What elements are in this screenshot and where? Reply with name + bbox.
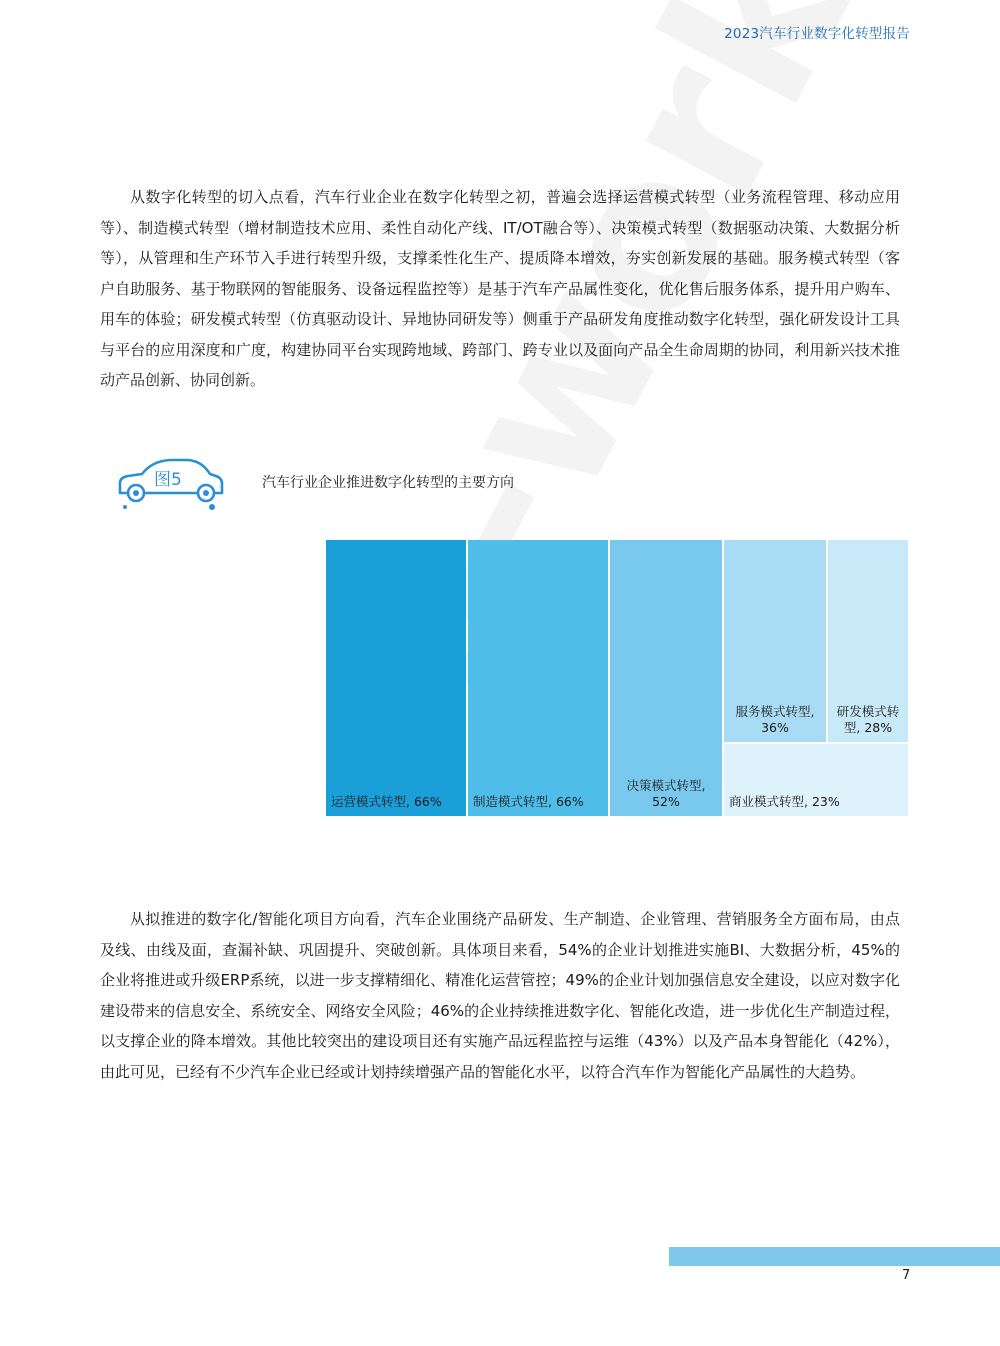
body-paragraph-1: 从数字化转型的切入点看，汽车行业企业在数字化转型之初，普遍会选择运营模式转型（业务流程管理、移动应用等）、制造模式转型（增材制造技术应用、柔性自动化产线、IT/OT融合等）、决策模式转型（数据驱动决策、大数据分析等），从管理和生产环节入手进行转型升级，支撑柔性化生产、提质降本增效，夯实创新发展的基础。服务模式转型（客户自助服务、基于物联网的智能服务、设备远程监控等）是基于汽车产品属性变化，优化售后服务体系，提升用户购车、用车的体验；研发模式转型（仿真驱动设计、异地协同研发等）侧重于产品研发角度推动数字化转型，强化研发设计工具与平台的应用深度和广度，构建协同平台实现跨地域、跨部门、跨专业以及面向产品全生命周期的协同，利用新兴技术推动产品创新、协同创新。 — [100, 188, 900, 389]
footer-accent-bar — [669, 1247, 1000, 1266]
treemap-cell-2 — [468, 540, 608, 816]
figure-badge-label: 图5 — [154, 470, 182, 490]
treemap-cell-label: 研发模式转 型, 28% — [836, 704, 900, 735]
figure-badge — [112, 455, 230, 515]
figure-title: 汽车行业企业推进数字化转型的主要方向 — [262, 475, 514, 491]
treemap-cell-label: 商业模式转型, 23% — [729, 794, 840, 809]
treemap-cell-label: 制造模式转型, 66% — [473, 794, 584, 809]
treemap-cell-label: 决策模式转型, 52% — [626, 778, 706, 809]
treemap-cell-3 — [610, 540, 722, 816]
treemap-cell-4 — [724, 540, 826, 742]
treemap-cell-6 — [724, 744, 908, 816]
treemap-cell-label: 运营模式转型, 66% — [331, 794, 442, 809]
page-number: 7 — [902, 1268, 911, 1283]
treemap-cell-5 — [828, 540, 908, 742]
treemap-cell-1 — [326, 540, 466, 816]
body-paragraph-2: 从拟推进的数字化/智能化项目方向看，汽车企业围绕产品研发、生产制造、企业管理、营销服务全方面布局，由点及线、由线及面，查漏补缺、巩固提升、突破创新。具体项目来看，54%的企业计划推进实施BI、大数据分析，45%的企业将推进或升级ERP系统，以进一步支撑精细化、精准化运营管控；49%的企业计划加强信息安全建设，以应对数字化建设带来的信息安全、系统安全、网络安全风险；46%的企业持续推进数字化、智能化改造，进一步优化生产制造过程，以支撑企业的降本增效。其他比较突出的建设项目还有实施产品远程监控与运维（43%）以及产品本身智能化（42%），由此可见，已经有不少汽车企业已经或计划持续增强产品的智能化水平，以符合汽车作为智能化产品属性的大趋势。 — [100, 910, 900, 1081]
treemap-chart — [326, 540, 908, 816]
report-header-title: 2023汽车行业数字化转型报告 — [724, 26, 910, 42]
treemap-cell-label: 服务模式转型, 36% — [735, 704, 815, 735]
